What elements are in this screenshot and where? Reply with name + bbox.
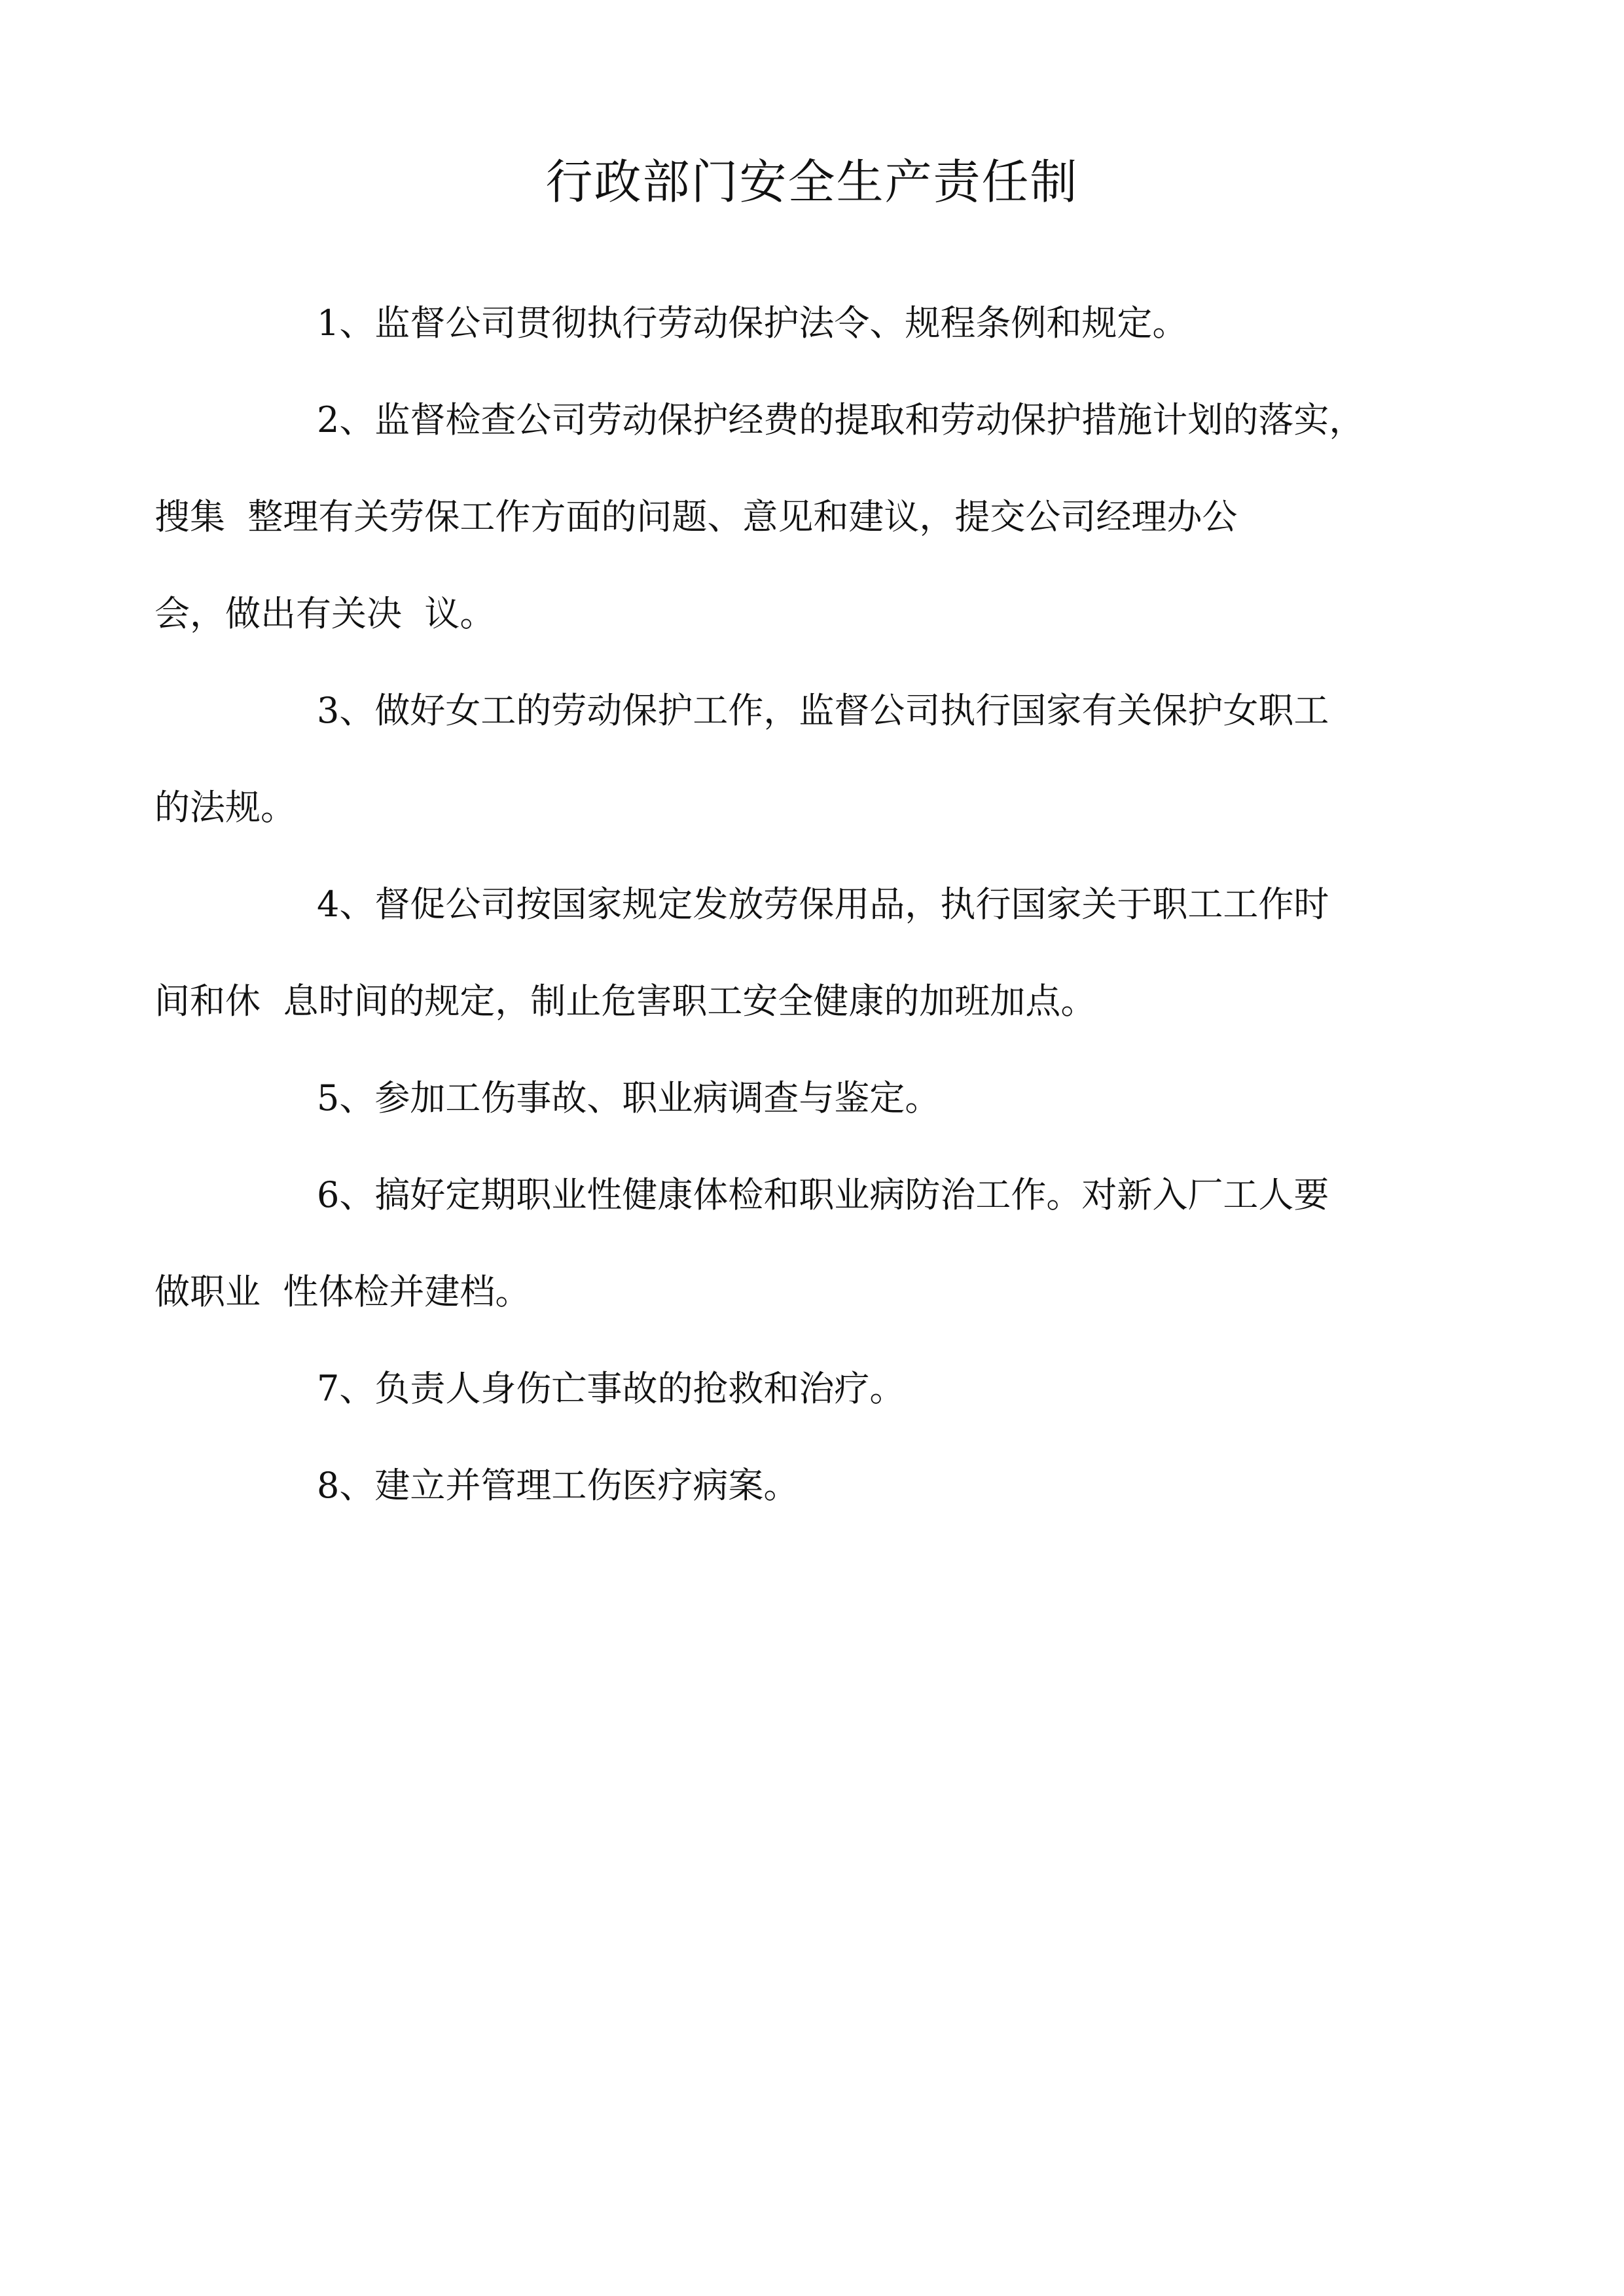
paragraph-1 [236,275,1388,372]
paragraph-line: 3、做好女工的劳动保护工作，监督公司执行国家有关保护女职工 [317,690,1329,731]
document-body [154,275,1388,1534]
paragraph-4 [154,856,1388,1050]
paragraph-2 [154,372,1388,662]
paragraph-line: 6、搞好定期职业性健康体检和职业病防治工作。对新入厂工人要 [317,1174,1329,1215]
paragraph-line: 间和休 息时间的规定，制止危害职工安全健康的加班加点。 [154,980,1096,1022]
paragraph-line: 的法规。 [154,787,296,828]
paragraph-5 [236,1050,1388,1147]
paragraph-8 [236,1437,1388,1534]
paragraph-6 [154,1147,1388,1340]
paragraph-line: 搜集 整理有关劳保工作方面的问题、意见和建议，提交公司经理办公 [154,496,1238,537]
paragraph-line: 5、参加工伤事故、职业病调查与鉴定。 [317,1077,941,1119]
paragraph-line: 1、监督公司贯彻执行劳动保护法令、规程条例和规定。 [317,302,1188,344]
paragraph-line: 做职业 性体检并建档。 [154,1271,531,1312]
paragraph-3 [154,662,1388,856]
paragraph-line: 8、建立并管理工伤医疗病案。 [317,1465,799,1506]
paragraph-line: 7、负责人身伤亡事故的抢救和治疗。 [317,1368,905,1409]
paragraph-line: 2、监督检查公司劳动保护经费的提取和劳动保护措施计划的落实， [317,399,1365,440]
paragraph-line: 会，做出有关决 议。 [154,593,496,634]
paragraph-line: 4、督促公司按国家规定发放劳保用品，执行国家关于职工工作时 [317,884,1329,925]
document-title: 行政部门安全生产责任制 [545,154,1079,209]
paragraph-7 [236,1340,1388,1437]
